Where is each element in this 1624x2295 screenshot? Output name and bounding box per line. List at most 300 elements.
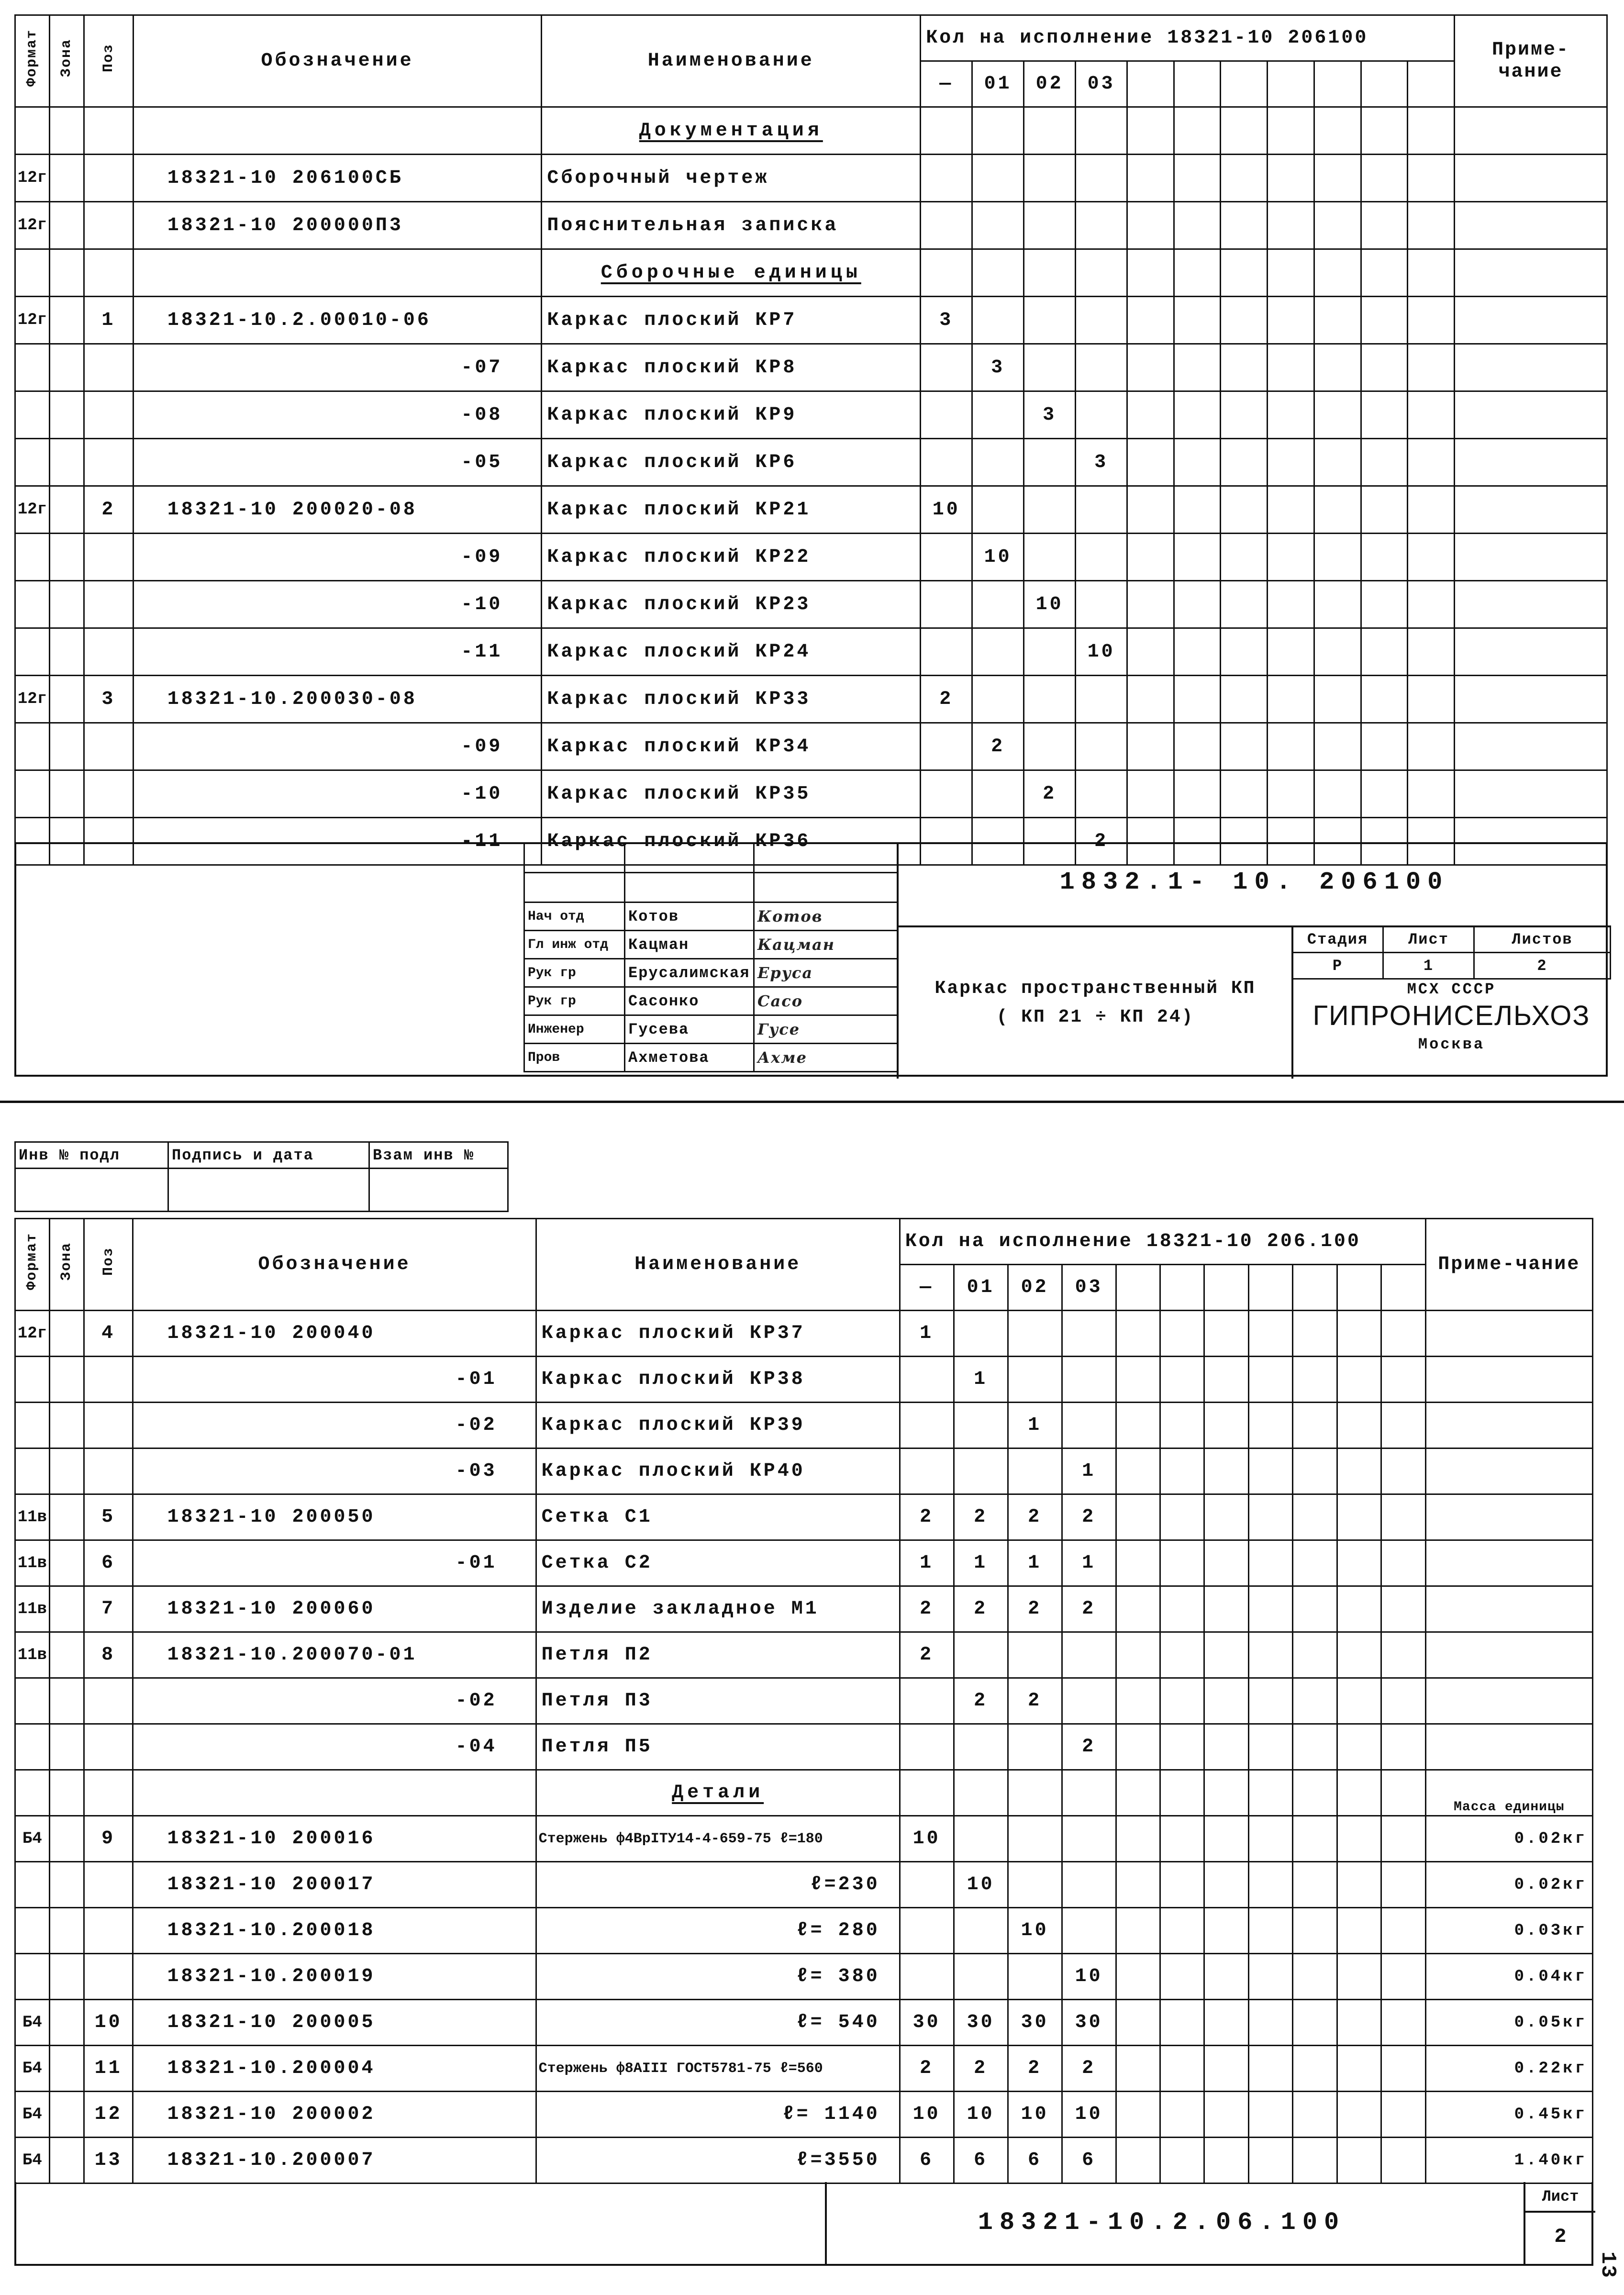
cell-note [1455, 628, 1607, 676]
cell-qty [1314, 628, 1361, 676]
cell-qty [972, 249, 1024, 297]
signer-signature: Гусе [754, 1015, 898, 1044]
cell-qty [1248, 1816, 1292, 1862]
cell-qty: 10 [900, 2092, 954, 2138]
cell-qty [1024, 249, 1076, 297]
cell-qty [972, 202, 1024, 249]
cell-qty [1381, 1908, 1426, 1954]
spec-row [15, 1862, 1593, 1908]
cell-qty [1127, 297, 1174, 344]
cell-zone [49, 391, 84, 439]
cell-qty [1127, 723, 1174, 770]
spec-row [15, 1311, 1593, 1357]
cell-note [1455, 344, 1607, 391]
cell-name: Петля П5 [536, 1724, 900, 1770]
cell-pos [84, 581, 133, 628]
cell-format: Б4 [15, 2000, 50, 2046]
cell-qty [1116, 2046, 1160, 2092]
cell-qty: 10 [1062, 1954, 1116, 2000]
cell-designation: 18321-10.200070-01 [133, 1632, 536, 1678]
cell-pos [84, 155, 133, 202]
cell-note [1425, 1494, 1592, 1540]
cell-format [15, 628, 50, 676]
cell-zone [49, 344, 84, 391]
cell-zone [49, 1357, 84, 1403]
signature-row [524, 902, 898, 931]
inv-table [14, 1141, 509, 1212]
cell-qty [1024, 628, 1076, 676]
cell-qty [1268, 249, 1314, 297]
cell-qty: 10 [954, 2092, 1008, 2138]
header-row [15, 1219, 1593, 1265]
cell-name: Каркас плоский КР7 [542, 297, 921, 344]
cell-qty [1127, 534, 1174, 581]
cell-qty [1293, 1816, 1337, 1862]
spec-row [15, 439, 1607, 486]
cell-qty [1381, 1540, 1426, 1586]
stage-label: Стадия [1292, 926, 1383, 953]
header-designation: Обозначение [133, 15, 542, 107]
spec-row [15, 1448, 1593, 1494]
spec-row [15, 723, 1607, 770]
cell-note [1425, 1724, 1592, 1770]
cell-designation: 18321-10.200004 [133, 2046, 536, 2092]
cell-note [1455, 770, 1607, 818]
cell-qty [1076, 723, 1127, 770]
cell-designation: -11 [133, 818, 542, 865]
header-exec-9 [1337, 1265, 1381, 1311]
cell-pos [84, 202, 133, 249]
cell-qty [1293, 1540, 1337, 1586]
cell-qty [1314, 534, 1361, 581]
cell-designation: -09 [133, 723, 542, 770]
cell-qty [1160, 1311, 1204, 1357]
cell-qty [1248, 1632, 1292, 1678]
cell-pos: 11 [84, 2046, 133, 2092]
cell-qty [1381, 1770, 1426, 1816]
cell-qty [1116, 1724, 1160, 1770]
cell-zone [49, 1816, 84, 1862]
cell-format [15, 439, 50, 486]
cell-pos [84, 723, 133, 770]
cell-qty [1408, 155, 1455, 202]
cell-qty: 2 [1062, 2046, 1116, 2092]
cell-qty [1160, 1403, 1204, 1448]
cell-qty [1221, 770, 1268, 818]
cell-qty [954, 1770, 1008, 1816]
cell-qty [1337, 1632, 1381, 1678]
cell-qty [1314, 249, 1361, 297]
cell-qty: 6 [1008, 2138, 1062, 2184]
cell-qty [1008, 1357, 1062, 1403]
spec-row [15, 2138, 1593, 2184]
cell-qty [972, 155, 1024, 202]
signer-signature: Кацман [754, 931, 898, 959]
cell-pos: 6 [84, 1540, 133, 1586]
cell-name: Каркас плоский КР9 [542, 391, 921, 439]
cell-qty [1062, 1862, 1116, 1908]
cell-name: ℓ= 540 [536, 2000, 900, 2046]
cell-qty [1076, 107, 1127, 155]
cell-qty: 2 [972, 723, 1024, 770]
header-zone: Зона [49, 1219, 84, 1311]
cell-qty [1221, 581, 1268, 628]
cell-name: Каркас плоский КР6 [542, 439, 921, 486]
cell-format [15, 723, 50, 770]
stage-table [1291, 925, 1611, 980]
cell-qty: 10 [954, 1862, 1008, 1908]
cell-pos [84, 1448, 133, 1494]
sheet-1 [14, 14, 1608, 1077]
cell-qty [1008, 1311, 1062, 1357]
header-exec-6 [1221, 61, 1268, 107]
cell-qty [1174, 249, 1221, 297]
cell-designation: -01 [133, 1357, 536, 1403]
cell-qty: 1 [1008, 1540, 1062, 1586]
cell-format [15, 344, 50, 391]
cell-qty [1008, 1724, 1062, 1770]
cell-note [1455, 155, 1607, 202]
cell-qty [954, 1448, 1008, 1494]
inv-label: Инв № подл [15, 1142, 168, 1169]
cell-qty [1204, 2046, 1248, 2092]
cell-qty [1268, 297, 1314, 344]
cell-name: Каркас плоский КР36 [542, 818, 921, 865]
cell-pos [84, 1724, 133, 1770]
footer-sheet-value: 2 [1554, 2225, 1567, 2248]
cell-qty [1127, 439, 1174, 486]
cell-qty [1008, 1954, 1062, 2000]
org-ministry: МСХ СССР [1407, 980, 1496, 998]
cell-designation: -03 [133, 1448, 536, 1494]
spec-row [15, 628, 1607, 676]
cell-qty [1381, 2092, 1426, 2138]
cell-qty [1293, 1954, 1337, 2000]
cell-qty [1337, 1311, 1381, 1357]
cell-zone [49, 2000, 84, 2046]
header-exec-0: — [900, 1265, 954, 1311]
cell-qty [1361, 202, 1408, 249]
cell-qty: 10 [1008, 2092, 1062, 2138]
cell-qty: 2 [1008, 1494, 1062, 1540]
cell-qty [1268, 534, 1314, 581]
header-exec-3: 03 [1062, 1265, 1116, 1311]
header-exec-4 [1127, 61, 1174, 107]
cell-pos [84, 439, 133, 486]
cell-qty [1408, 344, 1455, 391]
page-number: 13 [1596, 2251, 1620, 2279]
cell-qty [1160, 1954, 1204, 2000]
cell-name: Каркас плоский КР23 [542, 581, 921, 628]
cell-qty: 2 [1008, 1678, 1062, 1724]
cell-qty: 3 [1076, 439, 1127, 486]
cell-format [15, 1403, 50, 1448]
cell-designation: 18321-10 200016 [133, 1816, 536, 1862]
cell-qty [1408, 202, 1455, 249]
header-zone: Зона [49, 15, 84, 107]
cell-qty [1174, 770, 1221, 818]
cell-qty: 2 [900, 2046, 954, 2092]
cell-qty [1268, 486, 1314, 534]
cell-qty [1268, 628, 1314, 676]
header-exec-2: 02 [1008, 1265, 1062, 1311]
cell-zone [49, 2046, 84, 2092]
cell-qty [1160, 1586, 1204, 1632]
spec-row [15, 1908, 1593, 1954]
cell-qty [1174, 297, 1221, 344]
spec-table-2 [14, 1218, 1593, 2184]
spec-row [15, 107, 1607, 155]
cell-qty [921, 344, 972, 391]
cell-designation: -08 [133, 391, 542, 439]
cell-qty [900, 1678, 954, 1724]
cell-qty [1293, 2000, 1337, 2046]
cell-qty [1127, 486, 1174, 534]
cell-qty [1293, 1862, 1337, 1908]
cell-qty [1127, 344, 1174, 391]
cell-format: 12г [15, 486, 50, 534]
cell-qty: 10 [1024, 581, 1076, 628]
cell-qty [1361, 344, 1408, 391]
cell-qty [954, 1403, 1008, 1448]
cell-qty [1024, 676, 1076, 723]
spec-row [15, 391, 1607, 439]
header-qty-title: Кол на исполнение 18321-10 206100 [921, 15, 1455, 61]
cell-qty [1408, 770, 1455, 818]
doc-number-1: 1832.1- 10. 206100 [1059, 868, 1449, 896]
cell-format: Б4 [15, 2092, 50, 2138]
cell-note [1425, 1540, 1592, 1586]
cell-qty [1174, 155, 1221, 202]
cell-format [15, 249, 50, 297]
cell-qty [900, 1724, 954, 1770]
cell-zone [49, 628, 84, 676]
cell-name: Каркас плоский КР34 [542, 723, 921, 770]
cell-qty [900, 1908, 954, 1954]
cell-qty [1116, 1954, 1160, 2000]
cell-format: Б4 [15, 2046, 50, 2092]
cell-qty [1314, 723, 1361, 770]
cell-qty [1248, 1862, 1292, 1908]
cell-qty [1408, 439, 1455, 486]
section-title: Документация [542, 107, 921, 155]
cell-qty [1221, 391, 1268, 439]
cell-name: Каркас плоский КР37 [536, 1311, 900, 1357]
signer-role: Пров [524, 1044, 625, 1072]
cell-note [1425, 1448, 1592, 1494]
spec-row [15, 249, 1607, 297]
spec-row [15, 1586, 1593, 1632]
cell-qty: 10 [1008, 1908, 1062, 1954]
cell-zone [49, 1494, 84, 1540]
cell-zone [49, 2092, 84, 2138]
cell-name: Каркас плоский КР35 [542, 770, 921, 818]
spec-row [15, 2000, 1593, 2046]
org-name: ГИПРОНИСЕЛЬХОЗ [1313, 1000, 1591, 1031]
cell-qty [1361, 486, 1408, 534]
cell-qty: 1 [1008, 1403, 1062, 1448]
cell-qty [1116, 1862, 1160, 1908]
cell-qty [1076, 486, 1127, 534]
cell-qty [1160, 1770, 1204, 1816]
cell-name: Каркас плоский КР22 [542, 534, 921, 581]
cell-format [15, 1724, 50, 1770]
cell-qty [1116, 1494, 1160, 1540]
cell-qty [1127, 391, 1174, 439]
cell-note [1425, 1311, 1592, 1357]
cell-format: 11в [15, 1632, 50, 1678]
cell-qty [1337, 1908, 1381, 1954]
spec-row [15, 534, 1607, 581]
cell-qty [1361, 249, 1408, 297]
cell-qty [1337, 2000, 1381, 2046]
cell-qty [1008, 1816, 1062, 1862]
sheets-value: 2 [1474, 953, 1611, 979]
cell-qty [1268, 107, 1314, 155]
cell-zone [49, 676, 84, 723]
cell-qty: 1 [1062, 1540, 1116, 1586]
cell-qty [1160, 1357, 1204, 1403]
cell-qty [1174, 628, 1221, 676]
cell-zone [49, 202, 84, 249]
cell-qty [1116, 2138, 1160, 2184]
header-designation: Обозначение [133, 1219, 536, 1311]
cell-qty [1248, 2046, 1292, 2092]
spec-row [15, 297, 1607, 344]
cell-qty [1174, 439, 1221, 486]
cell-qty [1293, 2138, 1337, 2184]
cell-pos: 7 [84, 1586, 133, 1632]
cell-qty [1062, 1403, 1116, 1448]
cell-qty [1116, 1586, 1160, 1632]
cell-qty [1160, 1678, 1204, 1724]
cell-qty [1116, 1540, 1160, 1586]
cell-qty [1116, 1357, 1160, 1403]
cell-qty [1268, 155, 1314, 202]
cell-qty: 2 [954, 1586, 1008, 1632]
cell-format [15, 770, 50, 818]
cell-note [1425, 1357, 1592, 1403]
cell-qty [921, 534, 972, 581]
cell-qty [900, 1403, 954, 1448]
cell-qty [1204, 1586, 1248, 1632]
cell-qty: 1 [1062, 1448, 1116, 1494]
cell-format: 11в [15, 1540, 50, 1586]
cell-qty [1408, 676, 1455, 723]
cell-designation: 18321-10.200030-08 [133, 676, 542, 723]
cell-qty [1293, 2092, 1337, 2138]
spec-row [15, 2046, 1593, 2092]
cell-qty [1248, 1540, 1292, 1586]
cell-zone [49, 297, 84, 344]
cell-note [1455, 534, 1607, 581]
cell-qty [1116, 2092, 1160, 2138]
cell-note [1425, 1678, 1592, 1724]
cell-qty: 2 [1062, 1724, 1116, 1770]
cell-qty: 2 [1062, 1494, 1116, 1540]
cell-qty [1381, 1862, 1426, 1908]
cell-designation: -05 [133, 439, 542, 486]
header-exec-5 [1160, 1265, 1204, 1311]
cell-pos: 5 [84, 1494, 133, 1540]
signer-name: Котов [625, 902, 754, 931]
cell-qty [954, 1816, 1008, 1862]
cell-qty [1248, 1403, 1292, 1448]
cell-name: Каркас плоский КР33 [542, 676, 921, 723]
cell-qty [1116, 1678, 1160, 1724]
cell-designation: 18321-10 200040 [133, 1311, 536, 1357]
cell-qty: 10 [972, 534, 1024, 581]
cell-qty [972, 439, 1024, 486]
cell-qty [1127, 770, 1174, 818]
cell-qty [1381, 1586, 1426, 1632]
cell-designation: 18321-10.200019 [133, 1954, 536, 2000]
cell-qty [1293, 2046, 1337, 2092]
page-divider [0, 1101, 1624, 1103]
cell-name: Изделие закладное М1 [536, 1586, 900, 1632]
header-exec-0: — [921, 61, 972, 107]
cell-qty [1204, 1403, 1248, 1448]
cell-name: Стержень ф8АIII ГОСТ5781-75 ℓ=560 [536, 2046, 900, 2092]
cell-qty [1337, 1540, 1381, 1586]
cell-qty [900, 1954, 954, 2000]
cell-qty: 6 [954, 2138, 1008, 2184]
cell-qty [1008, 1770, 1062, 1816]
cell-qty [1293, 1403, 1337, 1448]
cell-qty [1076, 534, 1127, 581]
spec-row [15, 1357, 1593, 1403]
cell-pos: 4 [84, 1311, 133, 1357]
cell-note [1455, 391, 1607, 439]
cell-qty [1024, 723, 1076, 770]
cell-qty [1361, 723, 1408, 770]
cell-qty [1314, 676, 1361, 723]
cell-zone [49, 1908, 84, 1954]
signer-role: Рук гр [524, 959, 625, 987]
spec-row [15, 155, 1607, 202]
cell-qty [1127, 628, 1174, 676]
cell-qty [1408, 534, 1455, 581]
cell-name: Каркас плоский КР24 [542, 628, 921, 676]
signer-name: Кацман [625, 931, 754, 959]
cell-qty [1408, 486, 1455, 534]
cell-qty [954, 1632, 1008, 1678]
cell-qty [1062, 1816, 1116, 1862]
cell-qty [1076, 249, 1127, 297]
header-exec-9 [1361, 61, 1408, 107]
cell-qty [1076, 297, 1127, 344]
cell-name: Сборочный чертеж [542, 155, 921, 202]
cell-format [15, 1908, 50, 1954]
cell-qty [1221, 628, 1268, 676]
cell-designation: 18321-10 200017 [133, 1862, 536, 1908]
cell-note [1455, 107, 1607, 155]
cell-qty [954, 1724, 1008, 1770]
cell-qty [921, 581, 972, 628]
signer-name: Ахметова [625, 1044, 754, 1072]
sign-date-label: Подпись и дата [168, 1142, 369, 1169]
cell-pos: 2 [84, 486, 133, 534]
spec-row [15, 676, 1607, 723]
cell-qty [1248, 1770, 1292, 1816]
cell-qty [1062, 1357, 1116, 1403]
cell-qty [1337, 1448, 1381, 1494]
cell-pos [84, 1403, 133, 1448]
cell-qty [1116, 1311, 1160, 1357]
cell-qty [1361, 534, 1408, 581]
cell-qty [1127, 581, 1174, 628]
cell-zone [49, 581, 84, 628]
